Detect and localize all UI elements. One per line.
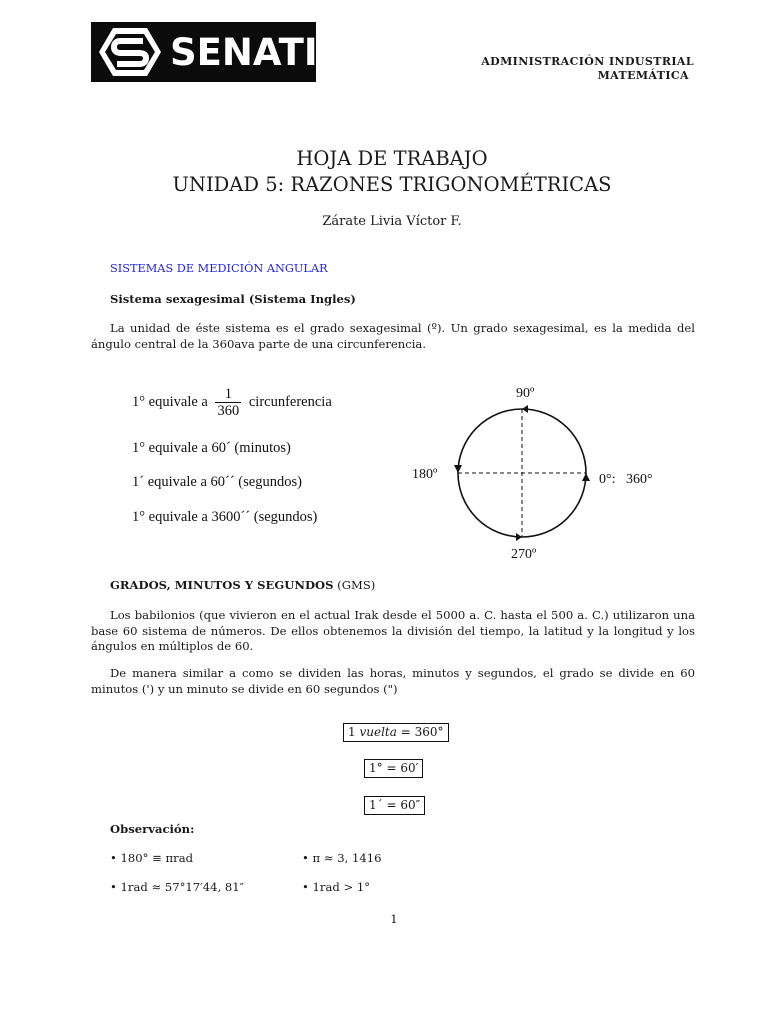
equivalence-3: 1´ equivale a 60´´ (segundos) xyxy=(132,474,302,490)
document-title xyxy=(0,146,768,198)
subheading-sexagesimal: Sistema sexagesimal (Sistema Ingles) xyxy=(110,292,356,306)
formula-box-vuelta xyxy=(343,723,449,742)
arrow-top-icon xyxy=(522,405,528,413)
section-heading-gms-bold: GRADOS, MINUTOS Y SEGUNDOS xyxy=(110,578,334,592)
formula-vuelta-number: 1 xyxy=(348,725,356,739)
equivalence-1-suffix: circunferencia xyxy=(248,393,332,410)
author: Zárate Livia Víctor F. xyxy=(322,214,462,229)
label-0-360: 0°: 360° xyxy=(599,472,653,487)
senati-logo xyxy=(91,22,316,82)
fraction xyxy=(215,386,241,419)
angle-circle-diagram xyxy=(440,392,610,552)
observation-label: Observación: xyxy=(110,822,195,836)
observation-item: • π ≈ 3, 1416 xyxy=(302,851,382,865)
course-department: ADMINISTRACIÓN INDUSTRIAL xyxy=(481,55,694,68)
formula-box-minute: 1´ = 60″ xyxy=(364,796,425,815)
senati-emblem-icon xyxy=(97,26,163,78)
section-heading-angular: SISTEMAS DE MEDICIÓN ANGULAR xyxy=(110,262,328,275)
fraction-denominator: 360 xyxy=(217,403,240,419)
section-heading-gms-suffix: (GMS) xyxy=(337,578,376,592)
arrow-left-icon xyxy=(454,465,462,473)
arrow-right-icon xyxy=(582,473,590,481)
observation-item: • 180° ≡ πrad xyxy=(110,851,194,865)
title-line-2: UNIDAD 5: RAZONES TRIGONOMÉTRICAS xyxy=(172,173,612,196)
equivalence-1-prefix: 1° equivale a xyxy=(132,393,208,410)
observation-item: • 1rad ≈ 57°17′44, 81″ xyxy=(110,880,245,894)
observation-item: • 1rad > 1° xyxy=(302,880,371,894)
page-number: 1 xyxy=(390,912,398,926)
formula-vuelta-word: vuelta xyxy=(359,725,397,739)
label-270: 270º xyxy=(511,547,537,562)
section-heading-gms xyxy=(110,578,375,592)
equivalence-1 xyxy=(132,386,332,419)
title-line-1: HOJA DE TRABAJO xyxy=(296,147,488,170)
logo-text: SENATI xyxy=(170,31,318,74)
course-header xyxy=(420,55,694,83)
label-180: 180º xyxy=(412,467,438,482)
equivalence-2: 1° equivale a 60´ (minutos) xyxy=(132,440,291,456)
course-subject: MATEMÁTICA xyxy=(597,69,689,82)
equivalence-4: 1° equivale a 3600´´ (segundos) xyxy=(132,509,318,525)
formula-vuelta-value: = 360° xyxy=(400,725,444,739)
label-90: 90º xyxy=(516,386,535,401)
paragraph-babilonios: Los babilonios (que vivieron en el actual Irak desde el 5000 a. C. hasta el 500 a. C.) utilizaron una base 60 sistema de números. De ellos obtenemos la división del tiempo, la latitud y la longitud y los ángulos en múltiplos de 60. xyxy=(91,608,695,653)
fraction-numerator: 1 xyxy=(215,386,241,403)
formula-box-degree: 1° = 60′ xyxy=(364,759,423,778)
paragraph-division: De manera similar a como se dividen las horas, minutos y segundos, el grado se divide en 60 minutos (') y un minuto se divide en 60 segundos (") xyxy=(91,666,695,696)
paragraph-sexagesimal: La unidad de éste sistema es el grado sexagesimal (º). Un grado sexagesimal, es la medida del ángulo central de la 360ava parte de una circunferencia. xyxy=(91,321,695,351)
arrow-bottom-icon xyxy=(516,533,522,541)
